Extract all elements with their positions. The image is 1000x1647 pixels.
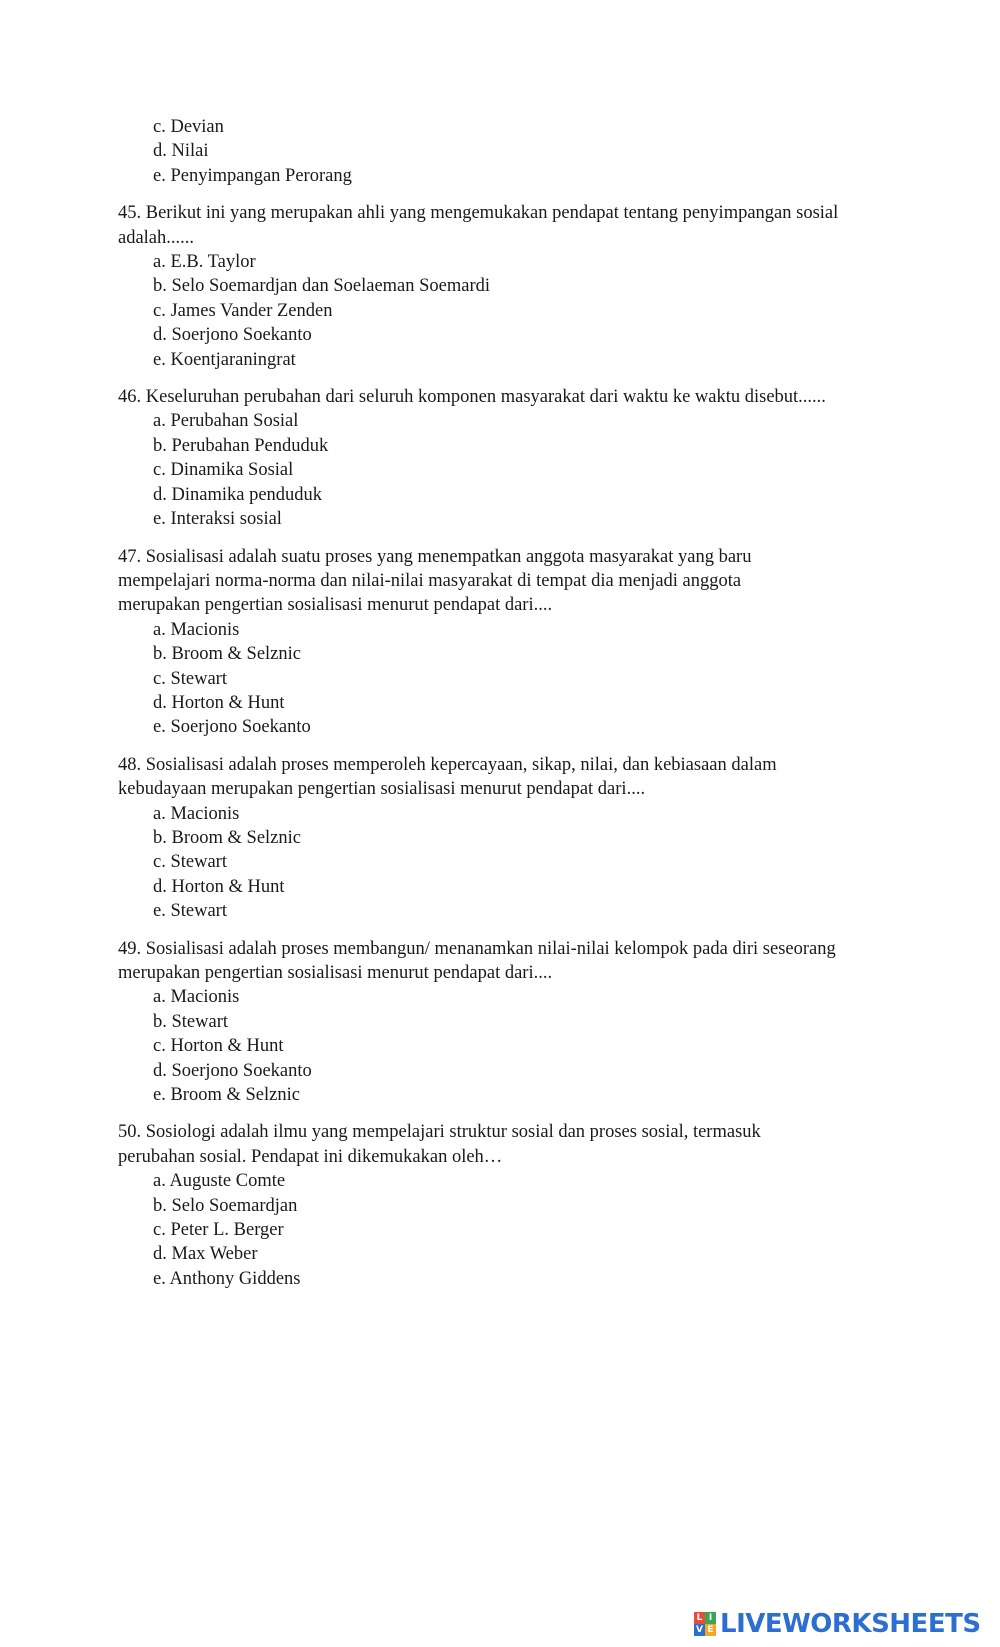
question-49 bbox=[118, 937, 898, 1108]
question-text: 50. Sosiologi adalah ilmu yang mempelajari struktur sosial dan proses sosial, termasuk perubahan sosial. Pendapat ini dikemukakan oleh… bbox=[118, 1122, 761, 1167]
option: d. Soerjono Soekanto bbox=[153, 325, 312, 346]
option: e. Penyimpangan Perorang bbox=[153, 165, 352, 186]
option: c. Stewart bbox=[153, 668, 227, 689]
leading-options bbox=[118, 115, 898, 188]
option: b. Perubahan Penduduk bbox=[153, 435, 329, 456]
option: e. Broom & Selznic bbox=[153, 1085, 300, 1106]
option: a. Macionis bbox=[153, 987, 240, 1008]
logo-cell: L bbox=[694, 1612, 705, 1624]
option: d. Soerjono Soekanto bbox=[153, 1060, 312, 1081]
option: c. James Vander Zenden bbox=[153, 300, 333, 321]
option: d. Nilai bbox=[153, 141, 209, 162]
question-text: 49. Sosialisasi adalah proses membangun/ menanamkan nilai-nilai kelompok pada diri seseorang merupakan pengertian sosialisasi menurut pendapat dari.... bbox=[118, 938, 836, 983]
question-47 bbox=[118, 545, 898, 740]
option: c. Horton & Hunt bbox=[153, 1036, 284, 1057]
option: d. Max Weber bbox=[153, 1244, 258, 1265]
question-text: 46. Keseluruhan perubahan dari seluruh komponen masyarakat dari waktu ke waktu disebut...... bbox=[118, 387, 826, 408]
option: a. Perubahan Sosial bbox=[153, 411, 299, 432]
option: a. Macionis bbox=[153, 619, 240, 640]
option: e. Soerjono Soekanto bbox=[153, 717, 311, 738]
question-text: 48. Sosialisasi adalah proses memperoleh kepercayaan, sikap, nilai, dan kebiasaan dalam kebudayaan merupakan pengertian sosialisasi menurut pendapat dari.... bbox=[118, 754, 777, 800]
logo-cell: I bbox=[705, 1612, 716, 1624]
option: a. E.B. Taylor bbox=[153, 252, 256, 273]
question-48 bbox=[118, 753, 898, 924]
option: d. Horton & Hunt bbox=[153, 876, 285, 897]
option: d. Dinamika penduduk bbox=[153, 484, 323, 505]
option: e. Interaksi sosial bbox=[153, 509, 282, 530]
option: c. Dinamika Sosial bbox=[153, 460, 294, 481]
logo-cell: E bbox=[705, 1624, 716, 1636]
option: e. Koentjaraningrat bbox=[153, 349, 296, 370]
logo-cell: V bbox=[694, 1624, 705, 1636]
option: b. Broom & Selznic bbox=[153, 827, 301, 848]
option: b. Broom & Selznic bbox=[153, 644, 301, 665]
option: c. Stewart bbox=[153, 852, 227, 873]
option: b. Selo Soemardjan bbox=[153, 1195, 298, 1216]
option: c. Devian bbox=[153, 117, 224, 137]
option: b. Stewart bbox=[153, 1011, 229, 1032]
liveworksheets-logo-icon bbox=[694, 1612, 716, 1636]
question-45 bbox=[118, 201, 898, 372]
option: e. Anthony Giddens bbox=[153, 1268, 301, 1289]
liveworksheets-brand bbox=[694, 1608, 981, 1640]
question-text: 47. Sosialisasi adalah suatu proses yang menempatkan anggota masyarakat yang baru mempelajari norma-norma dan nilai-nilai masyarakat di tempat dia menjadi anggota merupakan pengertian sosialisasi menurut pendapat dari.... bbox=[118, 546, 752, 616]
question-50 bbox=[118, 1120, 898, 1291]
option: b. Selo Soemardjan dan Soelaeman Soemardi bbox=[153, 276, 491, 297]
option: d. Horton & Hunt bbox=[153, 692, 285, 713]
brand-name: LIVEWORKSHEETS bbox=[720, 1609, 981, 1639]
option: e. Stewart bbox=[153, 901, 227, 922]
option: c. Peter L. Berger bbox=[153, 1220, 284, 1241]
question-list bbox=[118, 115, 898, 1291]
question-text: 45. Berikut ini yang merupakan ahli yang mengemukakan pendapat tentang penyimpangan sosial adalah...... bbox=[118, 203, 839, 248]
question-46 bbox=[118, 385, 898, 531]
option: a. Macionis bbox=[153, 803, 240, 824]
option: a. Auguste Comte bbox=[153, 1171, 286, 1192]
